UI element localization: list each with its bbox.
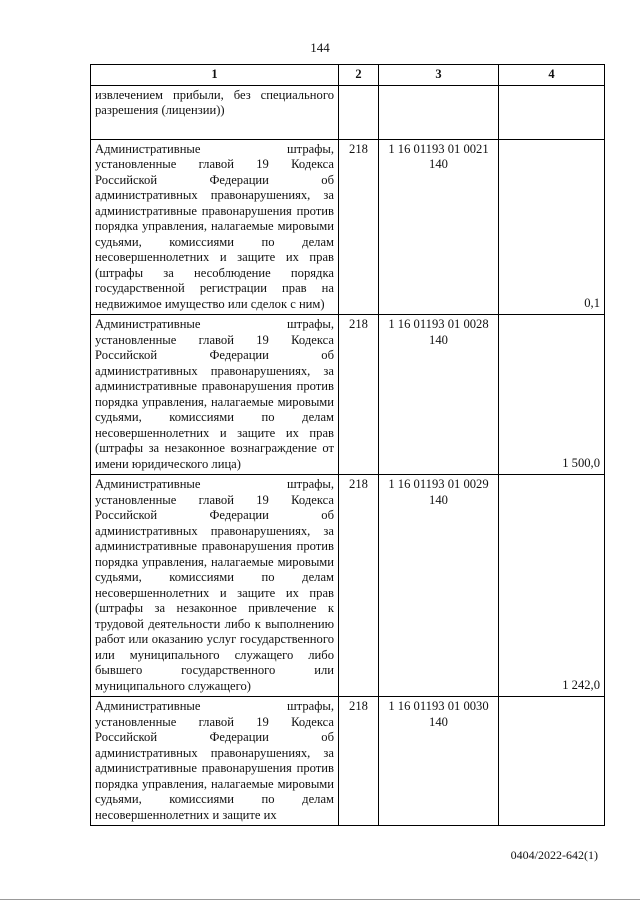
header-col-3: 3 (379, 65, 499, 86)
row-amount (499, 85, 605, 139)
header-col-2: 2 (339, 65, 379, 86)
page-bottom-rule (0, 899, 640, 900)
row-budget-code: 1 16 01193 01 0030 140 (379, 697, 499, 826)
row-amount (499, 697, 605, 826)
table-row (91, 315, 605, 475)
document-code: 0404/2022-642(1) (510, 848, 598, 862)
budget-table (90, 64, 605, 826)
row-budget-code: 1 16 01193 01 0028 140 (379, 315, 499, 475)
row-amount: 0,1 (499, 139, 605, 315)
header-col-1: 1 (91, 65, 339, 86)
row-admin-code: 218 (339, 139, 379, 315)
table-row (91, 139, 605, 315)
row-description: Административные штрафы, установленные главой 19 Кодекса Российской Федерации об административных правонарушениях, за административные правонарушения против порядка управления, налагаемые мировыми судьями, комиссиями по делам несовершеннолетних и защите их (91, 697, 339, 826)
row-budget-code: 1 16 01193 01 0029 140 (379, 475, 499, 697)
table-row (91, 697, 605, 826)
table-row (91, 475, 605, 697)
row-admin-code: 218 (339, 697, 379, 826)
row-admin-code (339, 85, 379, 139)
row-amount: 1 500,0 (499, 315, 605, 475)
row-admin-code: 218 (339, 475, 379, 697)
row-budget-code (379, 85, 499, 139)
table-row (91, 85, 605, 139)
row-description: Административные штрафы, установленные главой 19 Кодекса Российской Федерации об административных правонарушениях, за административные правонарушения против порядка управления, налагаемые мировыми судьями, комиссиями по делам несовершеннолетних и защите их прав (штрафы за незаконное вознаграждение от имени юридического лица) (91, 315, 339, 475)
table-header-row (91, 65, 605, 86)
row-amount: 1 242,0 (499, 475, 605, 697)
row-budget-code: 1 16 01193 01 0021 140 (379, 139, 499, 315)
row-description: извлечением прибыли, без специального разрешения (лицензии)) (91, 85, 339, 139)
row-admin-code: 218 (339, 315, 379, 475)
row-description: Административные штрафы, установленные главой 19 Кодекса Российской Федерации об административных правонарушениях, за административные правонарушения против порядка управления, налагаемые мировыми судьями, комиссиями по делам несовершеннолетних и защите их прав (штрафы за несоблюдение порядка государственной регистрации прав на недвижимое имущество или сделок с ним) (91, 139, 339, 315)
page-number: 144 (310, 40, 330, 55)
header-col-4: 4 (499, 65, 605, 86)
row-description: Административные штрафы, установленные главой 19 Кодекса Российской Федерации об административных правонарушениях, за административные правонарушения против порядка управления, налагаемые мировыми судьями, комиссиями по делам несовершеннолетних и защите их прав (штрафы за незаконное привлечение к трудовой деятельности либо к выполнению работ или оказанию услуг государственного или муниципального служащего либо бывшего государственного или муниципального служащего) (91, 475, 339, 697)
